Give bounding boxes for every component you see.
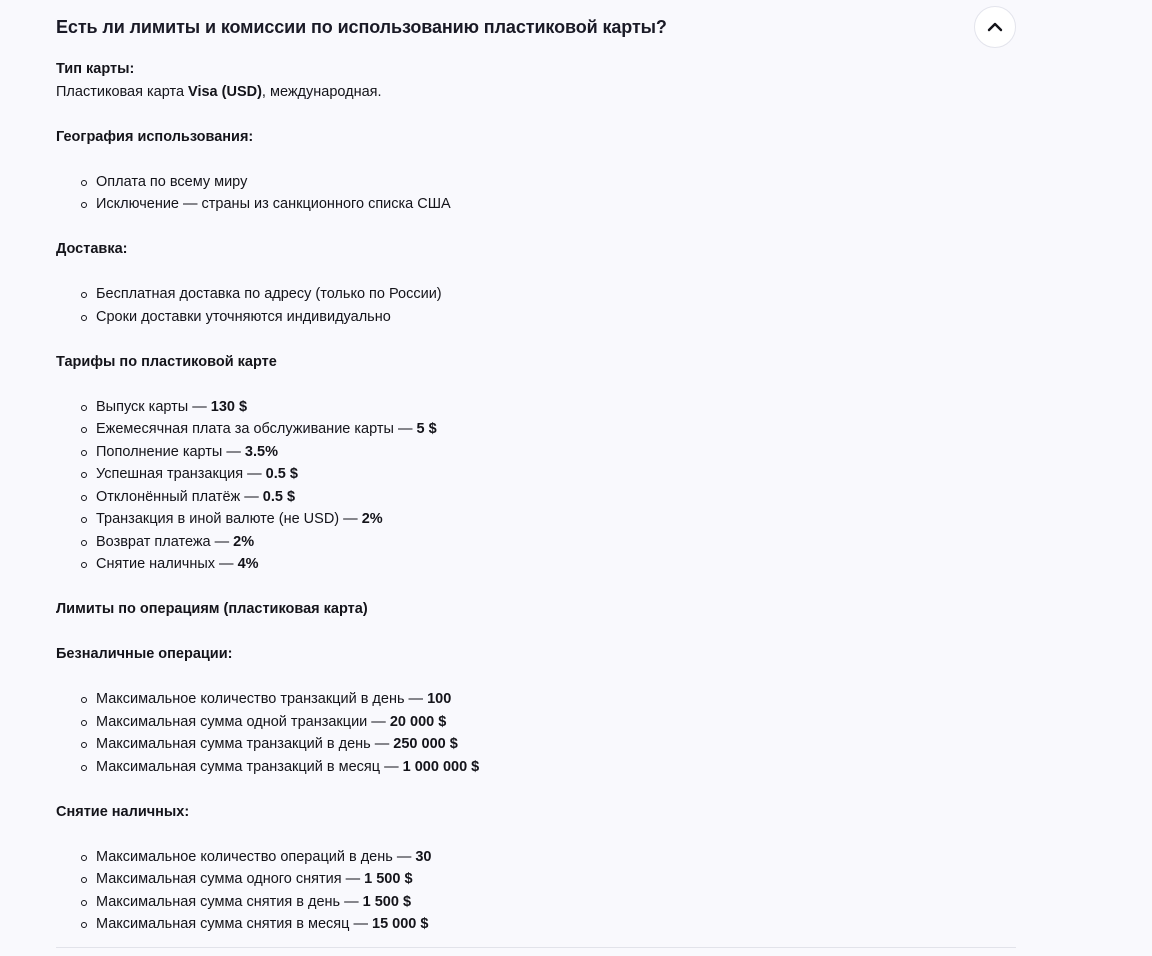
list-item [96,711,1016,734]
card-type-text-after: , международная. [261,83,382,100]
delivery-title: Доставка: [56,241,128,257]
geography-title: География использования: [56,128,254,145]
tariff-value: 3.5% [244,443,278,460]
tariff-value: 0.5 $ [265,466,298,482]
faq-item [56,0,1016,956]
limit-label: Максимальное количество операций в день — [96,848,416,865]
tariff-label: Успешная транзакция — [96,466,266,482]
tariff-value: 0.5 $ [262,488,296,505]
faq-header[interactable] [56,0,1016,55]
card-type-title: Тип карты: [56,61,135,77]
list-item [96,508,1016,531]
cashless-title: Безналичные операции: [56,646,233,662]
tariff-label: Снятие наличных — [96,556,238,572]
list-item [96,396,1016,419]
list-item: Сроки доставки уточняются индивидуально [96,306,1016,329]
tariff-label: Транзакция в иной валюте (не USD) — [96,511,362,527]
limit-value: 250 000 $ [393,736,458,752]
faq-question[interactable]: Есть ли лимиты и комиссии по использованию пластиковой карты? [56,17,667,37]
limit-value: 30 [415,848,432,865]
list-item [96,913,1016,936]
geography-list [56,171,1016,216]
tariff-value: 2% [233,533,255,550]
limit-value: 20 000 $ [389,713,447,730]
tariff-value: 4% [237,556,259,572]
divider [56,947,1016,948]
limits-title: Лимиты по операциям (пластиковая карта) [56,601,368,617]
limit-value: 1 500 $ [364,871,413,887]
limit-label: Максимальная сумма одной транзакции — [96,713,390,730]
tariffs-title: Тарифы по пластиковой карте [56,353,277,370]
list-item: Бесплатная доставка по адресу (только по России) [96,283,1016,306]
list-item [96,688,1016,711]
list-item: Исключение — страны из санкционного списка США [96,193,1016,216]
limit-label: Максимальная сумма снятия в день — [96,893,363,910]
list-item [96,486,1016,509]
tariff-value: 2% [361,511,383,527]
tariffs-list [56,396,1016,576]
card-type-text [56,81,1016,104]
limit-value: 15 000 $ [372,916,429,932]
list-item [96,531,1016,554]
list-item [96,756,1016,779]
card-type-text-before: Пластиковая карта [56,83,189,100]
limit-label: Максимальная сумма снятия в месяц — [96,916,372,932]
list-item [96,868,1016,891]
tariff-label: Пополнение карты — [96,443,245,460]
cash-list [56,846,1016,936]
cash-title: Снятие наличных: [56,803,190,820]
limit-value: 1 500 $ [362,893,412,910]
limit-label: Максимальное количество транзакций в день — [96,691,428,707]
list-item [96,733,1016,756]
tariff-value: 5 $ [416,421,437,437]
collapse-button[interactable] [974,6,1016,48]
limit-value: 100 [427,691,452,707]
delivery-list [56,283,1016,328]
chevron-up-icon [987,22,1003,32]
tariff-label: Выпуск карты — [96,398,211,415]
list-item [96,891,1016,914]
list-item [96,463,1016,486]
limit-value: 1 000 000 $ [402,758,480,775]
limit-label: Максимальная сумма транзакций в месяц — [96,758,403,775]
card-type-text-bold: Visa (USD) [188,83,262,100]
limit-label: Максимальная сумма одного снятия — [96,871,365,887]
list-item [96,441,1016,464]
tariff-label: Возврат платежа — [96,533,234,550]
list-item [96,553,1016,576]
list-item [96,418,1016,441]
tariff-label: Отклонённый платёж — [96,488,263,505]
tariff-label: Ежемесячная плата за обслуживание карты — [96,421,417,437]
list-item: Оплата по всему миру [96,171,1016,194]
cashless-list [56,688,1016,778]
list-item [96,846,1016,869]
faq-answer [56,58,1016,936]
tariff-value: 130 $ [210,398,248,415]
limit-label: Максимальная сумма транзакций в день — [96,736,394,752]
